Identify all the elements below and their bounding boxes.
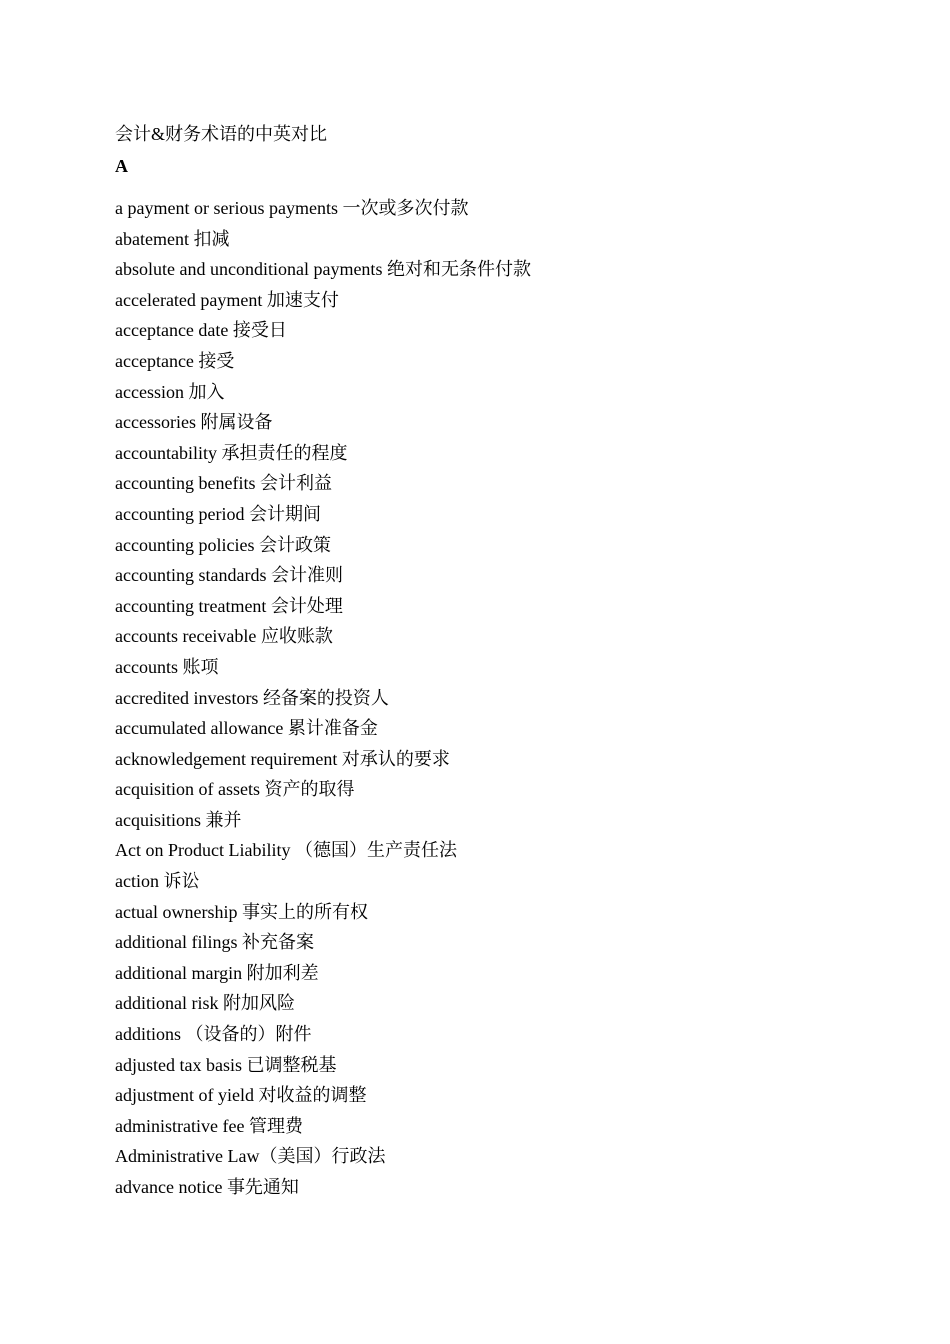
glossary-entry: adjustment of yield 对收益的调整 [115,1085,367,1106]
glossary-entry: advance notice 事先通知 [115,1177,299,1197]
glossary-entry: Administrative Law（美国）行政法 [115,1146,386,1167]
glossary-entry: accountability 承担责任的程度 [115,442,348,463]
glossary-entry: additional filings 补充备案 [115,932,314,953]
glossary-entry: accumulated allowance 累计准备金 [115,718,378,739]
glossary-entry: accounting benefits 会计利益 [115,473,332,494]
glossary-entry: accelerated payment 加速支付 [115,289,339,310]
glossary-entry: accredited investors 经备案的投资人 [115,687,389,708]
glossary-entry: absolute and unconditional payments 绝对和无条件付款 [115,259,531,280]
glossary-entry: action 诉讼 [115,871,200,892]
glossary-entry: acquisition of assets 资产的取得 [115,779,355,800]
glossary-entry: adjusted tax basis 已调整税基 [115,1054,337,1075]
glossary-entry: acquisitions 兼并 [115,809,242,830]
glossary-entry: abatement 扣减 [115,228,230,249]
glossary-entry: actual ownership 事实上的所有权 [115,901,368,922]
glossary-entry: accession 加入 [115,381,225,402]
glossary-list [115,196,531,1206]
glossary-entry: accounting policies 会计政策 [115,534,331,555]
glossary-entry: accessories 附属设备 [115,412,273,433]
document-title: 会计&财务术语的中英对比 [115,124,327,144]
glossary-entry: acknowledgement requirement 对承认的要求 [115,748,450,769]
glossary-entry: acceptance date 接受日 [115,320,287,341]
glossary-entry: accounts 账项 [115,656,219,677]
glossary-entry: administrative fee 管理费 [115,1115,303,1136]
glossary-entry: additions （设备的）附件 [115,1024,312,1045]
glossary-entry: acceptance 接受 [115,350,235,371]
glossary-entry: Act on Product Liability （德国）生产责任法 [115,840,457,861]
glossary-entry: a payment or serious payments 一次或多次付款 [115,198,469,218]
glossary-entry: accounting treatment 会计处理 [115,595,343,616]
glossary-entry: additional margin 附加利差 [115,962,319,983]
glossary-entry: additional risk 附加风险 [115,993,295,1014]
glossary-entry: accounting period 会计期间 [115,503,321,524]
glossary-entry: accounts receivable 应收账款 [115,626,333,647]
glossary-entry: accounting standards 会计准则 [115,565,343,586]
section-heading: A [115,156,128,176]
